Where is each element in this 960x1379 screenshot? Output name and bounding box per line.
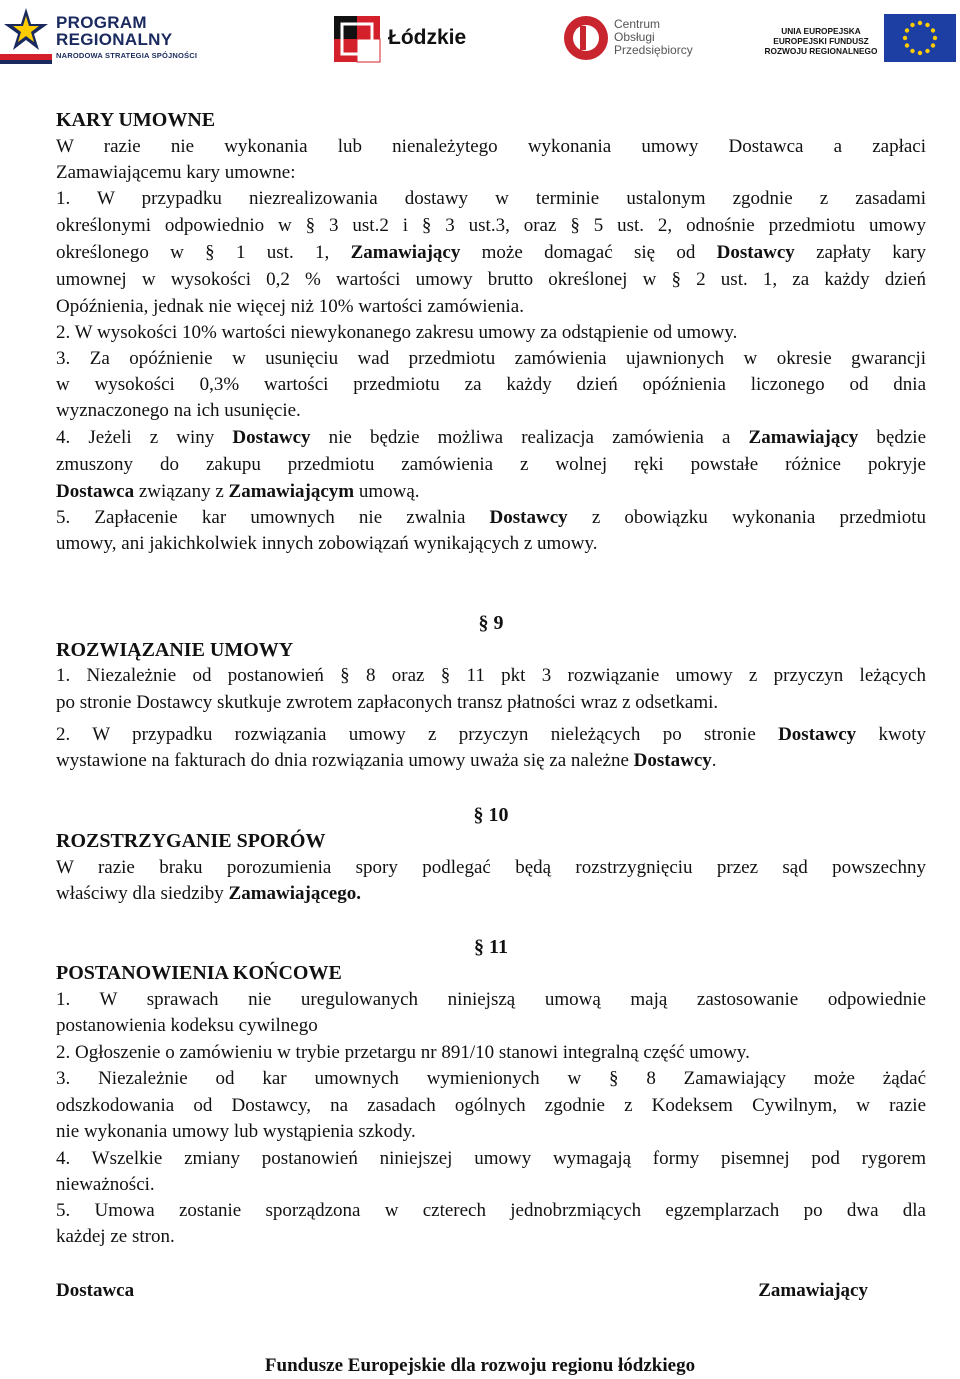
section-11-title: POSTANOWIENIA KOŃCOWE [56,962,342,984]
lodzkie-text: Łódzkie [388,26,467,49]
section-9-number: § 9 [478,612,504,634]
post-item3-line1: 3. Niezależnie od kar umownych wymienionych w § 8 Zamawiający może żądać [56,1068,926,1089]
program-line2: REGIONALNY [56,30,173,49]
program-line3: NARODOWA STRATEGIA SPÓJNOŚCI [56,51,198,60]
post-item1-line2: postanowienia kodeksu cywilnego [56,1015,318,1036]
spory-line1: W razie braku porozumienia spory podlegać będą rozstrzygnięciu przez sąd powszechny [56,857,926,878]
rozw-item1-line1: 1. Niezależnie od postanowień § 8 oraz § 11 pkt 3 rozwiązanie umowy z przyczyn leżących [56,665,926,686]
kary-title: KARY UMOWNE [56,109,216,131]
cop-logo [562,12,702,68]
post-item2: 2. Ogłoszenie o zamówieniu w trybie przetargu nr 891/10 stanowi integralną część umowy. [56,1042,750,1063]
section-10-title: ROZSTRZYGANIE SPORÓW [56,830,326,852]
eu-line2: EUROPEJSKI FUNDUSZ [773,36,869,46]
post-item4-line1: 4. Wszelkie zmiany postanowień niniejszej umowy wymagają formy pisemnej pod rygorem [56,1148,926,1169]
kary-item5-line1: 5. Zapłacenie kar umownych nie zwalnia Dostawcy z obowiązku wykonania przedmiotu [56,507,927,528]
section-11-number: § 11 [474,936,508,958]
eu-flag-icon [884,14,956,62]
rozw-item1-line2: po stronie Dostawcy skutkuje zwrotem zapłaconych transz płatności wraz z odsetkami. [56,692,719,713]
spory-line2: właściwy dla siedziby Zamawiającego. [56,883,361,904]
cop-line1: Centrum [614,17,661,31]
program-line1: PROGRAM [56,13,147,32]
kary-item1-line3: określonego w § 1 ust. 1, Zamawiający może domagać się od Dostawcy zapłaty kary [56,242,926,263]
signature-zamawiajacy: Zamawiający [758,1280,868,1301]
program-regionalny-logo [0,2,200,68]
kary-item1-line4: umownej w wysokości 0,2 % wartości umowy brutto określonej w § 2 ust. 1, za każdy dzień [56,269,926,290]
rozw-item2-line1: 2. W przypadku rozwiązania umowy z przyczyn nieleżących po stronie Dostawcy kwoty [56,724,927,745]
kary-item1-line5: Opóźnienia, jednak nie więcej niż 10% wartości zamówienia. [56,296,524,317]
kary-item1-line2: określonymi odpowiednio w § 3 ust.2 i § 3 ust.3, oraz § 5 ust. 2, odnośnie przedmiotu umowy [56,215,926,236]
post-item4-line2: nieważności. [56,1174,155,1195]
post-item5-line1: 5. Umowa zostanie sporządzona w czterech jednobrzmiących egzemplarzach po dwa dla [56,1200,926,1221]
signature-dostawca: Dostawca [56,1280,135,1301]
eu-line1: UNIA EUROPEJSKA [781,26,861,36]
kary-item5-line2: umowy, ani jakichkolwiek innych zobowiązań wynikających z umowy. [56,533,598,554]
kary-item4-line1: 4. Jeżeli z winy Dostawcy nie będzie możliwa realizacja zamówienia a Zamawiający będzie [56,427,927,448]
lodzkie-logo [332,14,472,64]
kary-item4-line3: Dostawca związany z Zamawiającym umową. [56,481,420,502]
kary-intro-2: Zamawiającemu kary umowne: [56,162,296,183]
cop-line2: Obsługi [614,30,655,44]
cop-emblem-icon [562,12,610,64]
kary-item4-line2: zmuszony do zakupu przedmiotu zamówienia z wolnej ręki powstałe różnice pokryje [56,454,926,475]
cop-line3: Przedsiębiorcy [614,43,693,57]
kary-item1-line1: 1. W przypadku niezrealizowania dostawy w terminie ustalonym zgodnie z zasadami [56,188,926,209]
post-item5-line2: każdej ze stron. [56,1226,175,1247]
page-footer: Fundusze Europejskie dla rozwoju regionu łódzkiego [264,1355,696,1376]
section-9-title: ROZWIĄZANIE UMOWY [56,639,294,661]
rozw-item2-line2: wystawione na fakturach do dnia rozwiązania umowy uważa się za należne Dostawcy. [56,750,717,771]
lodzkie-emblem-icon [332,14,382,64]
kary-item3-line3: wyznaczonego na ich usunięcie. [56,400,301,421]
program-star-icon [0,2,52,64]
post-item3-line3: nie wykonania umowy lub wystąpienia szkody. [56,1121,416,1142]
kary-item2: 2. W wysokości 10% wartości niewykonanego zakresu umowy za odstąpienie od umowy. [56,322,738,343]
post-item3-line2: odszkodowania od Dostawcy, na zasadach ogólnych zgodnie z Kodeksem Cywilnym, w razie [56,1095,926,1116]
kary-item3-line1: 3. Za opóźnienie w usunięciu wad przedmiotu zamówienia ujawnionych w okresie gwarancji [56,348,926,369]
eu-line3: ROZWOJU REGIONALNEGO [764,46,878,56]
kary-item3-line2: w wysokości 0,3% wartości przedmiotu za każdy dzień opóźnienia liczonego od dnia [56,374,926,395]
kary-intro-1: W razie nie wykonania lub nienależytego wykonania umowy Dostawca a zapłaci [56,136,926,157]
header-logos [0,0,960,80]
post-item1-line1: 1. W sprawach nie uregulowanych niniejszą umową mają zastosowanie odpowiednie [56,989,926,1010]
eu-logo [762,14,958,62]
section-10-number: § 10 [473,804,509,826]
